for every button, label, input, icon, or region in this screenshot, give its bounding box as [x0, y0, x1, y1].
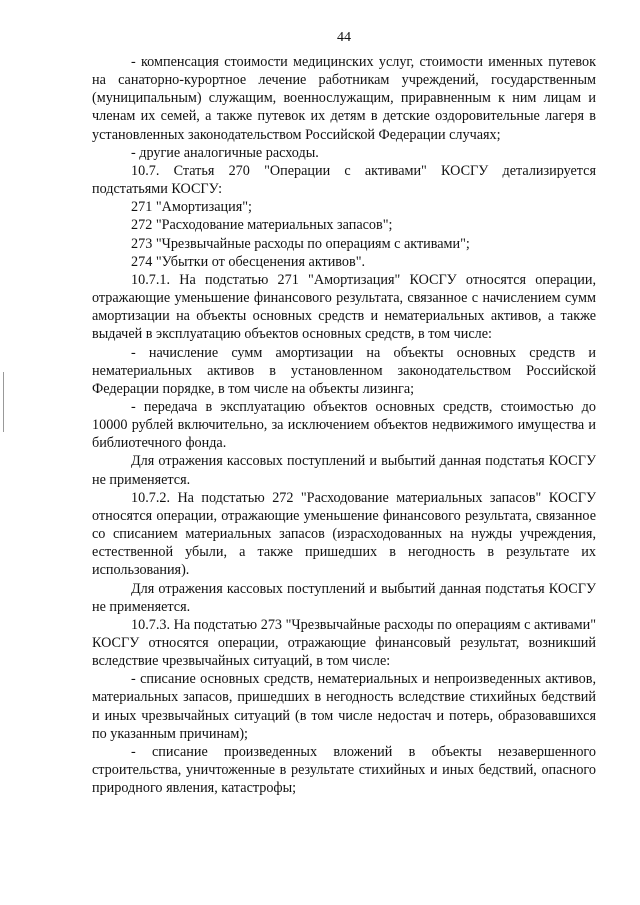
scan-edge-mark — [3, 372, 4, 432]
paragraph: 10.7.3. На подстатью 273 "Чрезвычайные расходы по операциям с активами" КОСГУ относятся операции, отражающие финансовый результат, возникший вследствие чрезвычайных ситуаций, в том числе: — [92, 616, 596, 670]
paragraph: 271 "Амортизация"; — [131, 199, 252, 216]
paragraph: - начисление сумм амортизации на объекты основных средств и нематериальных активов в установленном законодательством Российской Федерации порядке, в том числе на объекты лизинга; — [92, 344, 596, 397]
paragraph: Для отражения кассовых поступлений и выбытий данная подстатья КОСГУ не применяется. — [92, 580, 596, 615]
paragraph: 10.7. Статья 270 "Операции с активами" КОСГУ детализируется подстатьями КОСГУ: — [92, 162, 596, 198]
paragraph: - другие аналогичные расходы. — [131, 144, 319, 161]
paragraph: 10.7.2. На подстатью 272 "Расходование материальных запасов" КОСГУ относятся операции, отражающие уменьшение финансового результата, связанное со списанием материальных запасов (израсходованных на нужды учреждения, естественной убыли, а также пришедших в негодность в результате их использования). — [92, 489, 596, 579]
paragraph: - списание основных средств, нематериальных и непроизведенных активов, материальных запасов, пришедших в негодность вследствие стихийных бедствий и иных чрезвычайных ситуаций (в том числе недостач и потерь, образовавшихся по указанным причинам); — [92, 671, 596, 742]
paragraph: - компенсация стоимости медицинских услуг, стоимости именных путевок на санаторно-курортное лечение работникам учреждений, государственным (муниципальным) служащим, военнослужащим, приравненным к ним лицам и членам их семей, а также путевок их детям в детские оздоровительные лагеря в установленных законодательством Российской Федерации случаях; — [92, 54, 596, 143]
paragraph: 274 "Убытки от обесценения активов". — [131, 253, 366, 270]
paragraph: Для отражения кассовых поступлений и выбытий данная подстатья КОСГУ не применяется. — [92, 453, 596, 488]
paragraph: 273 "Чрезвычайные расходы по операциям с активами"; — [131, 235, 470, 252]
paragraph: - передача в эксплуатацию объектов основных средств, стоимостью до 10000 рублей включительно, за исключением объектов недвижимого имущества и библиотечного фонда. — [92, 398, 596, 452]
paragraph: - списание произведенных вложений в объекты незавершенного строительства, уничтоженные в результате стихийных и иных бедствий, опасного природного явления, катастрофы; — [92, 743, 596, 797]
page-number: 44 — [337, 30, 351, 45]
paragraph: 272 "Расходование материальных запасов"; — [131, 217, 393, 234]
paragraph: 10.7.1. На подстатью 271 "Амортизация" КОСГУ относятся операции, отражающие уменьшение финансового результата, связанное с начислением сумм амортизации на объекты основных средств и нематериальных активов, а также выдачей в эксплуатацию объектов основных средств, в том числе: — [92, 271, 596, 343]
